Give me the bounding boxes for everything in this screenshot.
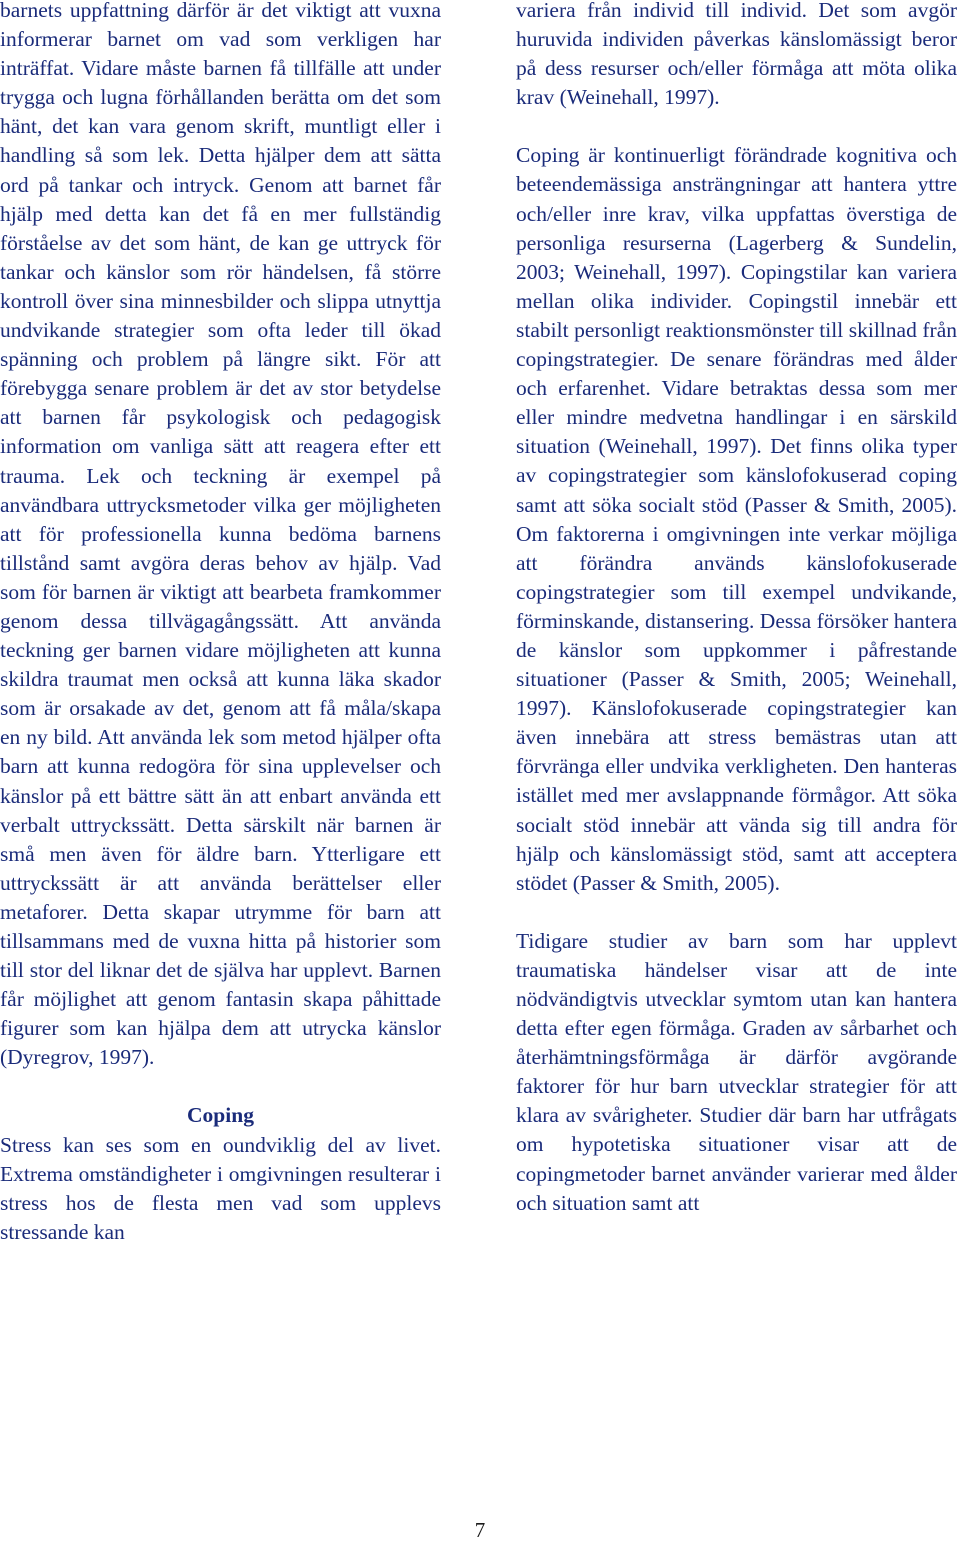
paragraph-gap [516,898,957,927]
section-heading: Coping [187,1103,254,1128]
paragraph-gap [516,112,957,141]
body-paragraph: Coping är kontinuerligt förändrade kognitiva och beteendemässiga ansträngningar att hantera yttre och/eller inre krav, vilka uppfattas överstiga de personliga resurserna (Lagerberg & Sundelin, 2003; Weinehall, 1997). Copingstilar kan variera mellan olika individer. Copingstil innebär ett stabilt personligt reaktionsmönster till skillnad från copingstrategier. De senare förändras med ålder och erfarenhet. Vidare betraktas dessa som mer eller mindre medvetna handlingar i en särskild situation (Weinehall, 1997). Det finns olika typer av copingstrategier som känslofokuserad coping samt att söka socialt stöd (Passer & Smith, 2005). Om faktorerna i omgivningen inte verkar möjliga att förändra används känslofokuserade copingstrategier som till exempel undvikande, förminskande, distansering. Dessa försöker hantera de känslor som uppkommer i påfrestande situationer (Passer & Smith, 2005; Weinehall, 1997). Känslofokuserade copingstrategier kan även innebära att stress bemästras utan att förvränga eller undvika verkligheten. Den hanteras istället med mer avslappnande förmågor. Att söka socialt stöd innebär att vända sig till andra för hjälp och känslomässigt stöd, samt att acceptera stödet (Passer & Smith, 2005). [516,143,957,895]
paragraph-gap [0,1072,441,1101]
body-paragraph: Tidigare studier av barn som har upplevt traumatiska händelser visar att de inte nödvändigtvis utvecklar symtom utan kan hantera detta efter egen förmåga. Graden av sårbarhet och återhämtningsförmåga är därför avgörande faktorer för hur barn utvecklar strategier för att klara av svårigheter. Studier där barn har utfrågats om hypotetiska situationer visar att de copingmetoder barnet använder varierar med ålder och situation samt att [516,928,957,1215]
left-column [0,0,441,1247]
right-column [516,0,957,1218]
body-paragraph: barnets uppfattning därför är det viktigt att vuxna informerar barnet om vad som verkligen har inträffat. Vidare måste barnen få tillfälle att under trygga och lugna förhållanden berätta om det som hänt, det kan vara genom skrift, muntligt eller i handling så som lek. Detta hjälper dem att sätta ord på tankar och intryck. Genom att barnet får hjälp med detta kan det få en mer fullständig förståelse av det som hänt, de kan ge uttryck för tankar och känslor som rör händelsen, få större kontroll över sina minnesbilder och slippa utnyttja undvikande strategier som ofta leder till ökad spänning och problem på längre sikt. För att förebygga senare problem är det av stor betydelse att barnen får psykologisk och pedagogisk information om vanliga sätt att reagera efter ett trauma. Lek och teckning är exempel på användbara uttrycksmetoder vilka ger möjligheten att för professionella kunna bedöma barnens tillstånd samt avgöra deras behov av hjälp. Vad som för barnen är viktigt att bearbeta framkommer genom dessa tillvägagångssätt. Att använda teckning ger barnen vidare möjligheten att kunna skildra traumat men också att kunna läka skador som är orsakade av det, genom att få måla/skapa en ny bild. Att använda lek som metod hjälper ofta barn att kunna redogöra för sina upplevelser och känslor på ett bättre sätt än att enbart använda ett verbalt uttryckssätt. Detta särskilt när barnen är små men även för äldre barn. Ytterligare ett uttryckssätt är att använda berättelser eller metaforer. Detta skapar utrymme för barn att tillsammans med de vuxna hitta på historier som till stor del liknar det de själva har upplevt. Barnen får möjlighet att genom fantasin skapa påhittade figurer som kan hjälpa dem att utrycka känslor (Dyregrov, 1997). [0,0,441,1070]
body-paragraph: Stress kan ses som en oundviklig del av livet. Extrema omständigheter i omgivningen resulterar i stress hos de flesta men vad som upplevs stressande kan [0,1132,441,1244]
page-number: 7 [474,1518,486,1542]
body-paragraph: variera från individ till individ. Det som avgör huruvida individen påverkas känslomässigt beror på dess resurser och/eller förmåga att möta olika krav (Weinehall, 1997). [516,0,957,110]
